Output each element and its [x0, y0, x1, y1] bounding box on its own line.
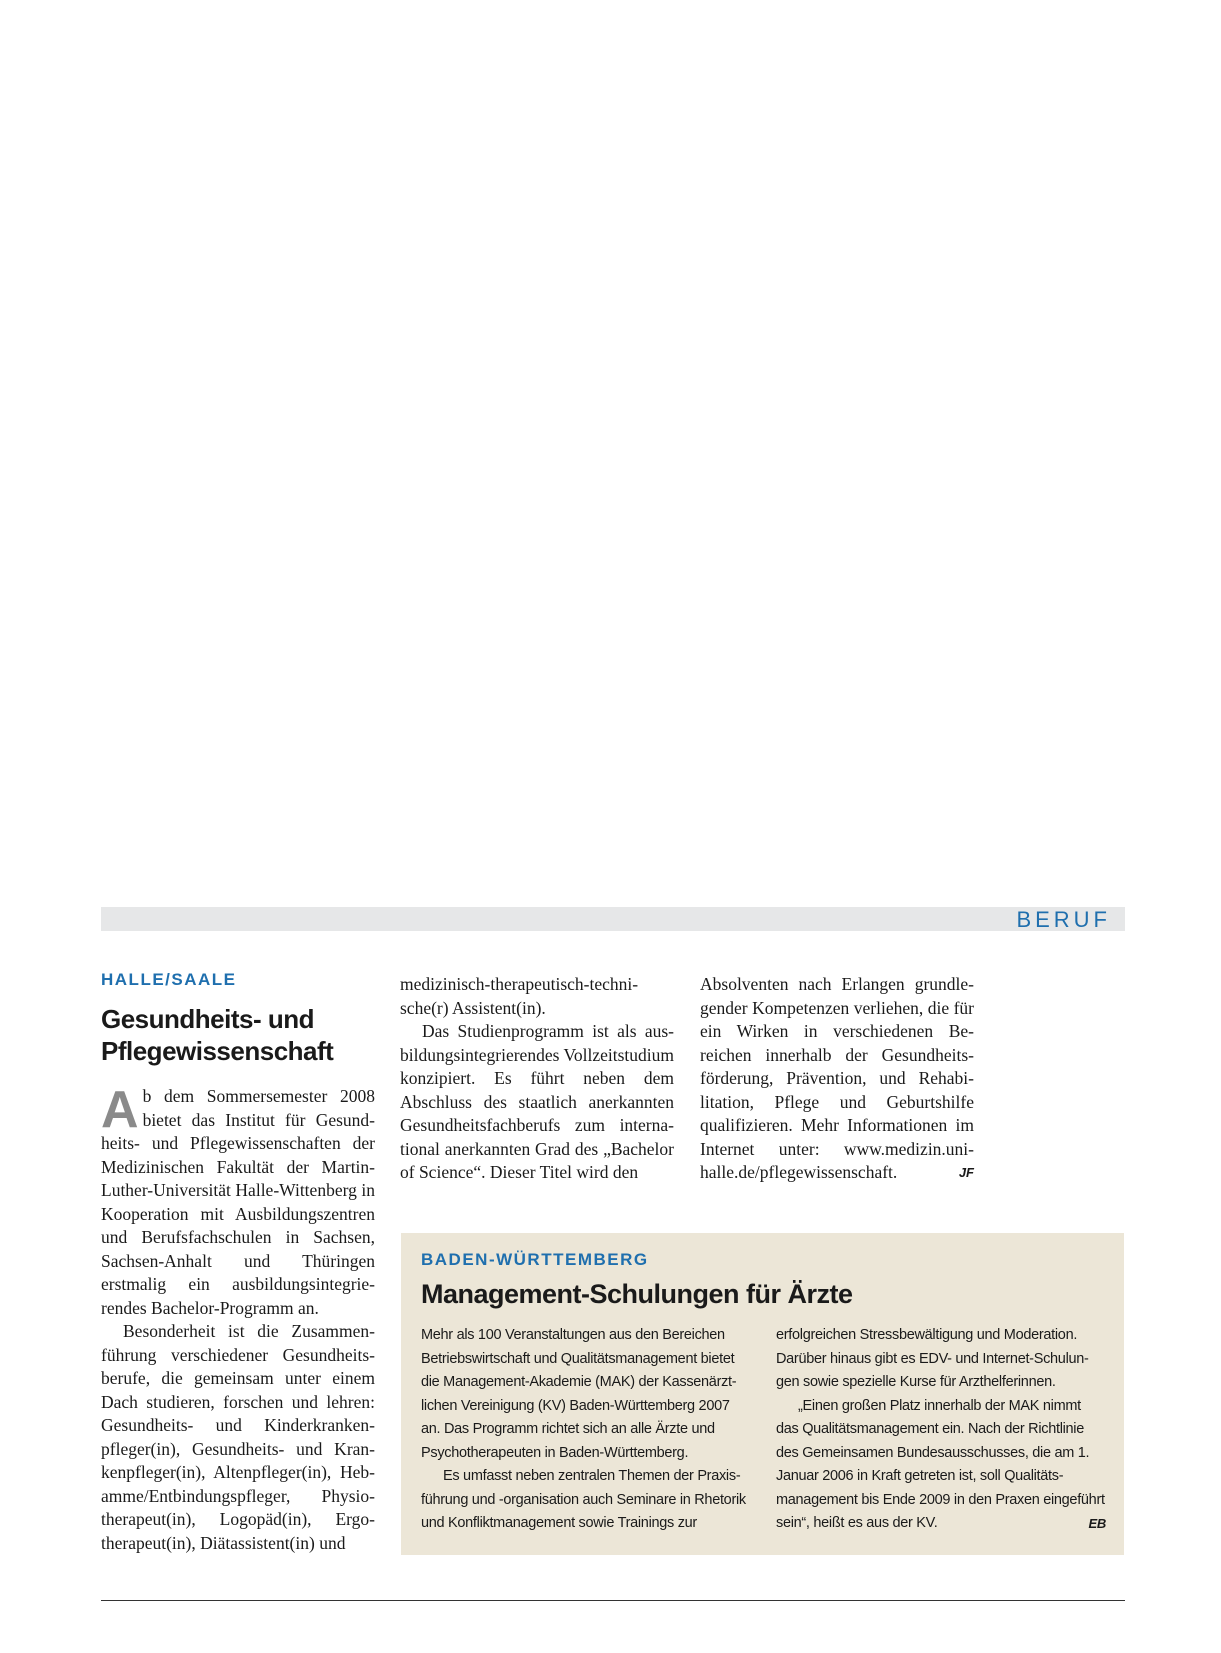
- article2-signoff: EB: [1088, 1516, 1106, 1531]
- article2-box: [401, 1233, 1124, 1555]
- article1-column-1: [101, 1081, 375, 1555]
- article2-col2-p2-text: „Einen großen Platz innerhalb der MAK nimmt das Qualitätsmanagement ein. Nach der Richtlinie des Gemeinsamen Bundesausschusses, die am 1. Januar 2006 in Kraft getreten ist, soll Qualitätsmanagement bis Ende 2009 in den Praxen eingeführt sein“, heißt es aus der KV.: [776, 1397, 1105, 1531]
- article1-column-2: [400, 973, 674, 1185]
- article1-column-3: [700, 973, 974, 1185]
- article1-col1-paragraph-2: Besonderheit ist die Zusammenführung verschiedener Gesundheitsberufe, die gemeinsam unter einem Dach studieren, forschen und lehren: Gesundheits- und Kinderkrankenpfleger(in), Gesundheits- und Krankenpfleger(in), Altenpfleger(in), Hebamme/Entbindungspfleger, Physiotherapeut(in), Logopäd(in), Ergotherapeut(in), Diätassistent(in) und: [101, 1321, 375, 1553]
- article2-col1-paragraph-1: Mehr als 100 Veranstaltungen aus den Bereichen Betriebswirtschaft und Qualitätsmanagement bietet die Management-Akademie (MAK) der Kassenärztlichen Vereinigung (KV) Baden-Württemberg 2007 an. Das Programm richtet sich an alle Ärzte und Psychotherapeuten in Baden-Württemberg.: [421, 1327, 737, 1461]
- article2-column-1: [421, 1324, 751, 1536]
- dropcap: A: [101, 1081, 139, 1139]
- section-label: BERUF: [1016, 907, 1111, 932]
- article2-column-2: [776, 1324, 1106, 1536]
- article1-col1-paragraph-1: [101, 1081, 375, 1320]
- article1-col3-paragraph-1: [700, 973, 974, 1185]
- article2-col2-paragraph-1: erfolgreichen Stressbewältigung und Moderation. Darüber hinaus gibt es EDV- und Internet-Schulungen sowie spezielle Kurse für Arzthelferinnen.: [776, 1327, 1089, 1390]
- article2-col1-paragraph-2: Es umfasst neben zentralen Themen der Praxisführung und -organisation auch Seminare in Rhetorik und Konfliktmanagement sowie Trainings zur: [421, 1468, 746, 1531]
- article1-col1-p1-text: b dem Sommersemester 2008 bietet das Institut für Gesundheits- und Pflegewissenschaften der Medizinischen Fakultät der Martin-Luther-Universität Halle-Wittenberg in Kooperation mit Ausbildungszentren und Berufsfachschulen in Sachsen, Sachsen-Anhalt und Thüringen erstmalig ein ausbildungsintegrierendes Bachelor-Programm an.: [101, 1086, 375, 1318]
- article1-col2-paragraph-2: Das Studienprogramm ist als ausbildungsintegrierendes Vollzeitstudium konzipiert. Es führt neben dem Abschluss des staatlich anerkannten Gesundheitsfachberufs zum international anerkannten Grad des „Bachelor of Science“. Dieser Titel wird den: [400, 1021, 674, 1182]
- article1-signoff: JF: [958, 1165, 974, 1180]
- article2-col2-paragraph-2: [776, 1395, 1106, 1536]
- footer-rule: [101, 1600, 1125, 1601]
- article1-col2-paragraph-1: medizinisch-therapeutisch-technische(r) Assistent(in).: [400, 974, 639, 1018]
- article2-kicker: BADEN-WÜRTTEMBERG: [421, 1250, 649, 1269]
- section-header-bar: [101, 907, 1125, 931]
- article1-col3-p1-text: Absolventen nach Erlangen grundlegender Kompetenzen verliehen, die für ein Wirken in verschiedenen Bereichen innerhalb der Gesundheitsförderung, Prävention, und Rehabilitation, Pflege und Geburtshilfe qualifizieren. Mehr Informationen im Internet unter: www.medizin.uni-halle.de/pflegewissenschaft.: [700, 974, 974, 1182]
- article1-kicker: HALLE/SAALE: [101, 970, 237, 989]
- article2-headline: Management-Schulungen für Ärzte: [421, 1279, 853, 1309]
- article1-headline: Gesundheits- und Pflegewissenschaft: [101, 1004, 334, 1066]
